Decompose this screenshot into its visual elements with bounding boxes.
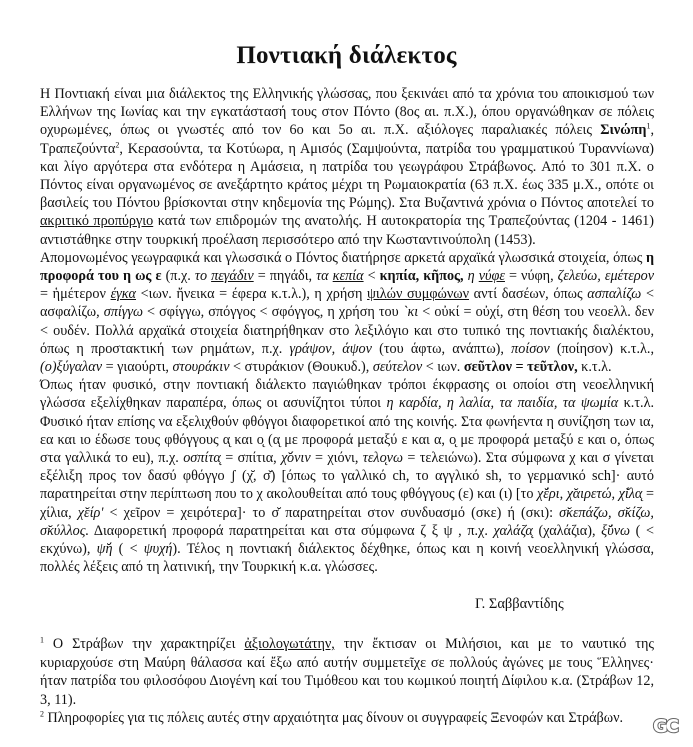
text-run: = τελειώνω). Στα σύμφωνα χ και σ γίνεται εξέλιξη προς τον δασύ φθόγγο ʃ (χ̆, σ̆) [όπως το γαλλικό ch, το αγγλικό sh, το γερμανικό sch]· αυτό παρατηρείται στην περίπτωση που το χ ακολουθείται από τους φθόγγους (ε) και (ι) [το	[40, 450, 654, 503]
text-run: χ̆έρι, χ̆αιρετώ, χ̆ίλα̨	[537, 486, 643, 503]
text-run: Σινώπη	[600, 122, 647, 139]
text-run: νύφε	[478, 268, 505, 285]
text-run: γράψον, άψον	[289, 340, 372, 357]
text-run: τελο̨νω	[362, 450, 403, 467]
text-run: ξ̆ύνω	[601, 522, 631, 539]
text-run: κεπία	[332, 268, 364, 285]
text-run: χ̆όνιν	[281, 450, 311, 467]
text-run: έγκα	[110, 286, 137, 303]
text-run: = νύφη,	[504, 268, 558, 285]
text-run: < οὐκί = οὐχί, στη θέση του νεοελλ. δεν < ουδέν. Πολλά αρχαϊκά στοιχεία διατηρήθηκαν στο λεξιλόγιο και στο τυπικό της ποντιακής διαλέκτου, όπως η προστακτική των ρημάτων, π.χ.	[40, 304, 654, 357]
footnotes	[40, 635, 654, 728]
text-run: (π.χ.	[161, 268, 195, 285]
text-run: κ.τ.λ. Φυσικό ήταν επίσης να εξελιχθούν φθόγγοι διαφορετικοί από της κοινής. Στα φωνήεντα η συνίζηση των ια, εα και ιο έδωσε τους φθόγγους α̨ και ο̨ (α̨ με προφορά μεταξύ ε και α, ο̨ με προφορά μεταξύ ε και ο, όπως στα γαλλικά το eu), π.χ.	[40, 395, 655, 467]
text-run: κηπία, κῆπος,	[379, 268, 464, 285]
body-text	[40, 85, 654, 576]
text-run: = χιόνι,	[310, 450, 363, 467]
text-run: ζελεύω, εμέτερον	[557, 268, 655, 285]
text-run: την ἔκτισαν οι Μιλήσιοι, και με το ναυτικό της κυριαρχούσε στη Μαύρη θάλασσα καί ἔξω από αυτήν συμμετεῖχε σε πολλούς ἀγώνες με τους Ἕλληνες· ήταν πατρίδα του φιλοσόφου Διογένη καί του Τιμόθεου και του κωμικού ποιητή Δίφιλου κ.α. (Στράβων 12, 3, 11).	[40, 636, 655, 708]
text-run: (του άφτω, ανάπτω),	[371, 340, 512, 357]
text-run: ασπαλίζω	[587, 286, 642, 303]
author-signature: Γ. Σαββαντίδης	[475, 596, 564, 612]
text-run: Πληροφορίες για τις πόλεις αυτές στην αρχαιότητα μας δίνουν οι συγγραφείς Ξενοφών και Στράβων.	[44, 710, 624, 726]
text-run: = χίλια,	[40, 486, 654, 521]
text-run: χ̆είρ'	[77, 504, 104, 521]
text-run: (χαλάζια),	[532, 522, 602, 539]
footnote-marker: 2	[40, 709, 44, 719]
text-run: χαλάζα̨	[493, 522, 533, 539]
text-run: , Κερασούντα, τα Κοτύωρα, η Αμισός (Σαμψούντα, πατρίδα του γραμματικού Τυραννίωνα) και λίγο αργότερα στα ενδότερα η Αμάσεια, η πατρίδα του γεωγράφου Στράβωνος. Από το 301 π.Χ. ο Πόντος είναι οργανωμένος σε ανεξάρτητο κράτος μέχρι τη Ρωμαιοκρατία (63 π.Χ. έως 335 μ.Χ., οπότε οι βασιλείς του Πόντου βρίσκονται στην κηδεμονία της Ρώμης). Στα Βυζαντινά χρόνια ο Πόντος αποτελεί το	[40, 140, 654, 212]
text-run: ακριτικό προπύργιο	[40, 213, 154, 230]
text-run: η καρδία, η λαλία, τα παιδία, τα ψωμία	[386, 395, 619, 412]
text-run: (ποίησον) κ.τ.λ.,	[549, 340, 654, 357]
text-run: `κι	[402, 304, 419, 321]
text-run: Η Ποντιακή είναι μια διάλεκτος της Ελληνικής γλώσσας, που ξεκινάει από τα χρόνια του αποικισμού των Ελλήνων της Ιωνίας και την εγκατάστασή τους στον Πόντο (8ος αι. π.Χ.), όπου οργανώθηκαν σε πόλεις οχυρωμένες, όπως οι γνωστές από τον 6ο και 5ο αι. π.Χ. αξιόλογες παραλιακές πόλεις	[40, 86, 654, 139]
text-run: σεῦτλον = τεῦτλον,	[463, 359, 578, 376]
footnote-marker: 1	[40, 635, 44, 645]
text-run: = πηγάδι,	[253, 268, 317, 285]
text-run: ποίσον	[511, 340, 550, 357]
footnote	[40, 709, 654, 728]
text-run: το	[194, 268, 212, 285]
paragraph	[40, 85, 654, 249]
text-run: Διαφορετική προφορά παρατηρείται και στα σύμφωνα ζ ξ ψ , π.χ.	[89, 522, 494, 539]
text-run: σ̆κεπάζω, σ̆κίζω, σ̆κύλλος.	[40, 504, 654, 539]
text-run: , Τραπεζούντα	[40, 122, 654, 157]
text-run: τα	[316, 268, 333, 285]
text-run: σπίγγω	[103, 304, 143, 321]
text-run: κατά των επιδρομών της ανατολής. Η αυτοκρατορία της Τραπεζούντας (1204 - 1461) αντιστάθηκε στην τουρκική προέλαση περισσότερο από την Κωσταντινούπολη (1453).	[40, 213, 654, 248]
text-run: Απομονωμένος γεωγραφικά και γλωσσικά ο Πόντος διατήρησε αρκετά αρχαϊκά γλωσσικά στοιχεία, όπως	[40, 249, 646, 266]
text-run: Ο Στράβων την χαρακτηρίζει	[44, 636, 245, 652]
paragraph	[40, 376, 654, 576]
text-run: <ιων. ἤνεικα = έφερα κ.τ.λ.), η χρήση	[136, 286, 368, 303]
text-run: ψυχή	[143, 541, 173, 558]
text-run: < σφίγγω, σπόγγος < σφόγγος, η χρήση του	[142, 304, 403, 321]
text-run: η	[467, 268, 479, 285]
text-run: = γιαούρτι,	[102, 359, 173, 376]
text-run: οσπίτα̨	[183, 450, 221, 467]
text-run: πεγάδιν	[211, 268, 254, 285]
text-run: σεύτελον	[372, 359, 423, 376]
text-run: = ἡμέτερον	[40, 286, 111, 303]
text-run: αντί δασέων, όπως	[469, 286, 588, 303]
text-run: (ο)ξύγαλαν	[40, 359, 103, 376]
footnote	[40, 635, 654, 709]
text-run: ( < εκχύνω),	[40, 522, 654, 558]
text-run: ἀξιολογωτάτην,	[244, 636, 335, 652]
text-run: ( <	[112, 541, 144, 558]
paragraph	[40, 249, 654, 376]
page-title: Ποντιακή διάλεκτος	[236, 42, 457, 69]
text-run: στουράκιν	[172, 359, 230, 376]
text-run: η προφορά του η ως ε	[40, 249, 654, 285]
text-run: < χεῖρον = χειρότερα]· το σ̆ παρατηρείται στον συνδυασμό (σκε) ή (σκι):	[103, 504, 560, 521]
text-run: κ.τ.λ.	[577, 359, 612, 376]
text-run: = σπίτια,	[220, 450, 282, 467]
text-run: < ασφαλίζω,	[40, 286, 654, 321]
text-run: <	[363, 268, 380, 285]
text-run: Όπως ήταν φυσικό, στην ποντιακή διάλεκτο παγιώθηκαν τρόποι έκφρασης οι οποίοι στη νεοελληνική γλώσσα εξελίχθηκαν παραπέρα, όπως οι ασυνίζητοι τύποι	[40, 377, 654, 412]
gc-logo-icon: GC	[653, 716, 677, 737]
text-run: < ιων.	[422, 359, 464, 376]
footnote-marker: 2	[115, 139, 120, 149]
text-run: ). Τέλος η ποντιακή διάλεκτος δέχθηκε, όπως και η κοινή νεοελληνική γλώσσα, πολλές λέξεις από τη λατινική, την Τουρκική κ.α. γλώσσες.	[40, 541, 654, 576]
text-run: < στυράκιον (Θουκυδ.),	[229, 359, 373, 376]
footnote-marker: 1	[646, 121, 651, 131]
text-run: ψιλών συμφώνων	[367, 286, 470, 303]
text-run: ψ̆ή	[96, 541, 113, 558]
